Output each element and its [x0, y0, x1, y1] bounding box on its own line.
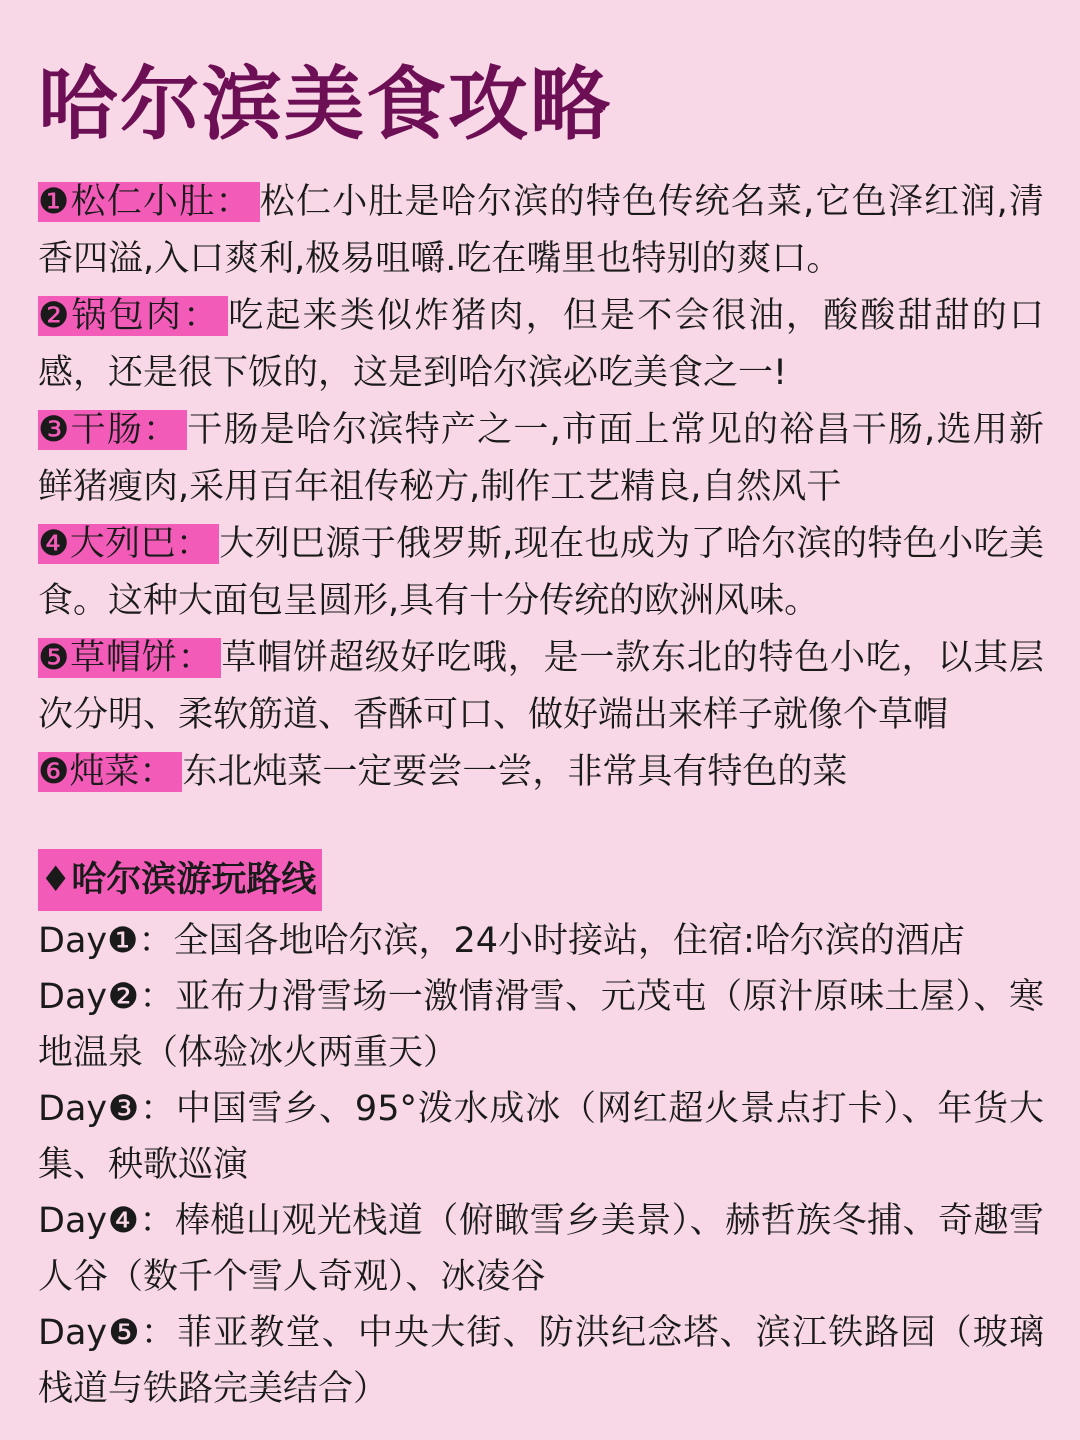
food-text: 松仁小肚是哈尔滨的特色传统名菜,它色泽红润,清香四溢,入口爽利,极易咀嚼.吃在嘴里也特别的爽口。 [38, 182, 1044, 279]
food-label: ❹大列巴： [38, 524, 219, 564]
route-day-4 [38, 1193, 1044, 1305]
food-item-4 [38, 516, 1044, 630]
food-list [38, 174, 1044, 801]
food-item-1 [38, 174, 1044, 288]
day-text: 菲亚教堂、中央大街、防洪纪念塔、滨江铁路园（玻璃栈道与铁路完美结合） [38, 1313, 1044, 1409]
day-text: 亚布力滑雪场一激情滑雪、元茂屯（原汁原味土屋）、寒地温泉（体验冰火两重天） [38, 977, 1044, 1073]
day-label: Day❶： [38, 921, 174, 961]
route-heading: ♦哈尔滨游玩路线 [38, 849, 322, 911]
food-label: ❻炖菜： [38, 752, 182, 792]
food-item-5 [38, 630, 1044, 744]
food-label: ❶松仁小肚： [38, 182, 260, 222]
food-item-6 [38, 744, 1044, 801]
route-section [38, 849, 1044, 1417]
route-day-1 [38, 913, 1044, 969]
food-label: ❷锅包肉： [38, 296, 228, 336]
food-label: ❸干肠： [38, 410, 187, 450]
route-day-2 [38, 969, 1044, 1081]
food-text: 草帽饼超级好吃哦，是一款东北的特色小吃，以其层次分明、柔软筋道、香酥可口、做好端出来样子就像个草帽 [38, 638, 1044, 735]
route-day-5 [38, 1305, 1044, 1417]
day-label: Day❺： [38, 1313, 178, 1353]
day-label: Day❸： [38, 1089, 176, 1129]
food-item-2 [38, 288, 1044, 402]
page-title: 哈尔滨美食攻略 [38, 58, 612, 151]
food-text: 吃起来类似炸猪肉，但是不会很油，酸酸甜甜的口感，还是很下饭的，这是到哈尔滨必吃美食之一! [38, 296, 1044, 393]
day-text: 棒槌山观光栈道（俯瞰雪乡美景）、赫哲族冬捕、奇趣雪人谷（数千个雪人奇观）、冰凌谷 [38, 1201, 1044, 1297]
day-label: Day❹： [38, 1201, 175, 1241]
route-day-3 [38, 1081, 1044, 1193]
food-item-3 [38, 402, 1044, 516]
day-text: 中国雪乡、95°泼水成冰（网红超火景点打卡）、年货大集、秧歌巡演 [38, 1089, 1044, 1185]
food-text: 大列巴源于俄罗斯,现在也成为了哈尔滨的特色小吃美食。这种大面包呈圆形,具有十分传统的欧洲风味。 [38, 524, 1044, 621]
food-text: 东北炖菜一定要尝一尝，非常具有特色的菜 [182, 752, 848, 792]
food-text: 干肠是哈尔滨特产之一,市面上常见的裕昌干肠,选用新鲜猪瘦肉,采用百年祖传秘方,制作工艺精良,自然风干 [38, 410, 1044, 507]
food-label: ❺草帽饼： [38, 638, 221, 678]
day-label: Day❷： [38, 977, 175, 1017]
day-text: 全国各地哈尔滨，24小时接站，住宿:哈尔滨的酒店 [173, 921, 965, 961]
